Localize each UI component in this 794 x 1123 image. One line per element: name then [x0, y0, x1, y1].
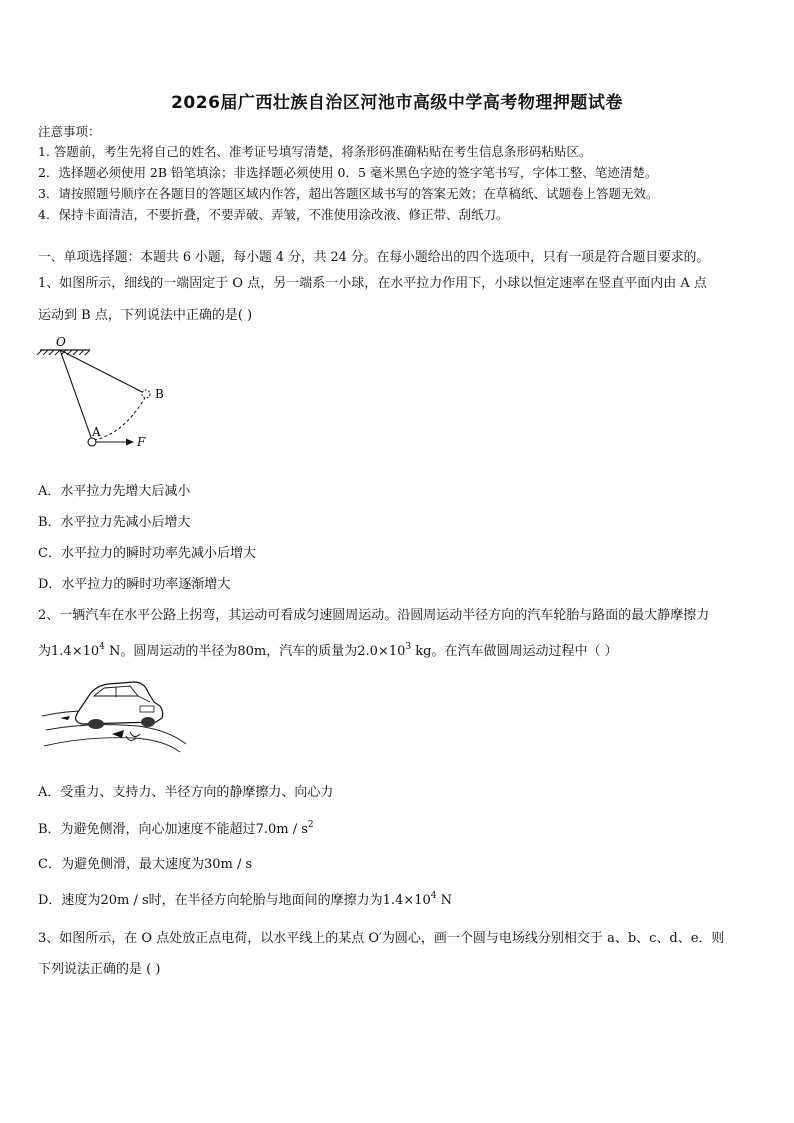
q2-option-c-value: 30m / s — [203, 857, 253, 872]
q1-option-b: B．水平拉力先减小后增大 — [38, 515, 191, 530]
q1-label-b: B — [155, 387, 164, 401]
notice-item-1: 1. 答题前，考生先将自己的姓名、准考证号填写清楚，将条形码准确粘贴在考生信息条形码粘贴区。 — [38, 144, 592, 159]
q2-option-d-speed: 20m / s — [100, 893, 149, 908]
q1-stem-line-1: 1、如图所示，细线的一端固定于 O 点，另一端系一小球，在水平拉力作用下，小球以恒定速率在竖直平面内由 A 点 — [38, 276, 707, 291]
section-heading: 一、单项选择题：本题共 6 小题，每小题 4 分，共 24 分。在每小题给出的四个选项中，只有一项是符合题目要求的。 — [38, 250, 710, 265]
notice-item-2: 2．选择题必须使用 2B 铅笔填涂；非选择题必须使用 0．5 毫米黑色字迹的签字笔书写，字体工整、笔迹清楚。 — [38, 165, 658, 180]
notice-item-4: 4．保持卡面清洁，不要折叠，不要弄破、弄皱，不准使用涂改液、修正带、刮纸刀。 — [38, 207, 509, 222]
q1-option-a: A．水平拉力先增大后减小 — [38, 484, 191, 499]
q2-option-c: C．为避免侧滑，最大速度为30m / s — [38, 857, 253, 872]
q1-label-a: A — [92, 425, 101, 439]
q2-mass: $2.0\times 10^3$ kg — [357, 642, 432, 659]
q2-option-a: A．受重力、支持力、半径方向的静摩擦力、向心力 — [38, 785, 334, 800]
q1-stem-line-2: 运动到 B 点，下列说法中正确的是( ) — [38, 308, 253, 323]
q2-option-b: B．为避免侧滑，向心加速度不能超过$7.0m / s^2$ — [38, 820, 314, 837]
q1-option-c: C．水平拉力的瞬时功率先减小后增大 — [38, 546, 256, 561]
q2-option-b-value: $7.0m / s^2$ — [255, 820, 314, 837]
q3-stem-line-1: 3、如图所示，在 O 点处放正点电荷，以水平线上的某点 O′为圆心，画一个圆与电场线分别相交于 a、b、c、d、e．则 — [38, 931, 725, 946]
q2-stem-line-1: 2、一辆汽车在水平公路上拐弯，其运动可看成匀速圆周运动。沿圆周运动半径方向的汽车轮胎与路面的最大静摩擦力 — [38, 608, 710, 623]
q1-option-d: D．水平拉力的瞬时功率逐渐增大 — [38, 577, 231, 592]
q1-label-f: F — [137, 435, 146, 449]
notice-item-3: 3．请按照题号顺序在各题目的答题区域内作答，超出答题区域书写的答案无效；在草稿纸、试题卷上答题无效。 — [38, 186, 659, 201]
q2-option-d: D．速度为20m / s时，在半径方向轮胎与地面间的摩擦力为$1.4\times 10^4$ N — [38, 891, 452, 908]
q1-pendulum-figure — [36, 334, 166, 454]
q2-max-friction: $1.4\times 10^4$ N — [51, 642, 121, 659]
q2-car-figure — [38, 672, 188, 754]
q3-stem-line-2: 下列说法正确的是 ( ) — [38, 962, 161, 977]
notice-heading: 注意事项： — [38, 124, 101, 139]
q2-radius: 80m — [237, 644, 267, 659]
page-title: 2026届广西壮族自治区河池市高级中学高考物理押题试卷 — [171, 93, 623, 113]
q2-stem-line-2: 为$1.4\times 10^4$ N。圆周运动的半径为80m，汽车的质量为$2.0\times 10^3$ kg。在汽车做圆周运动过程中（ ） — [38, 642, 618, 659]
q2-option-d-force: $1.4\times 10^4$ N — [382, 891, 452, 908]
q1-label-o: O — [56, 335, 66, 349]
